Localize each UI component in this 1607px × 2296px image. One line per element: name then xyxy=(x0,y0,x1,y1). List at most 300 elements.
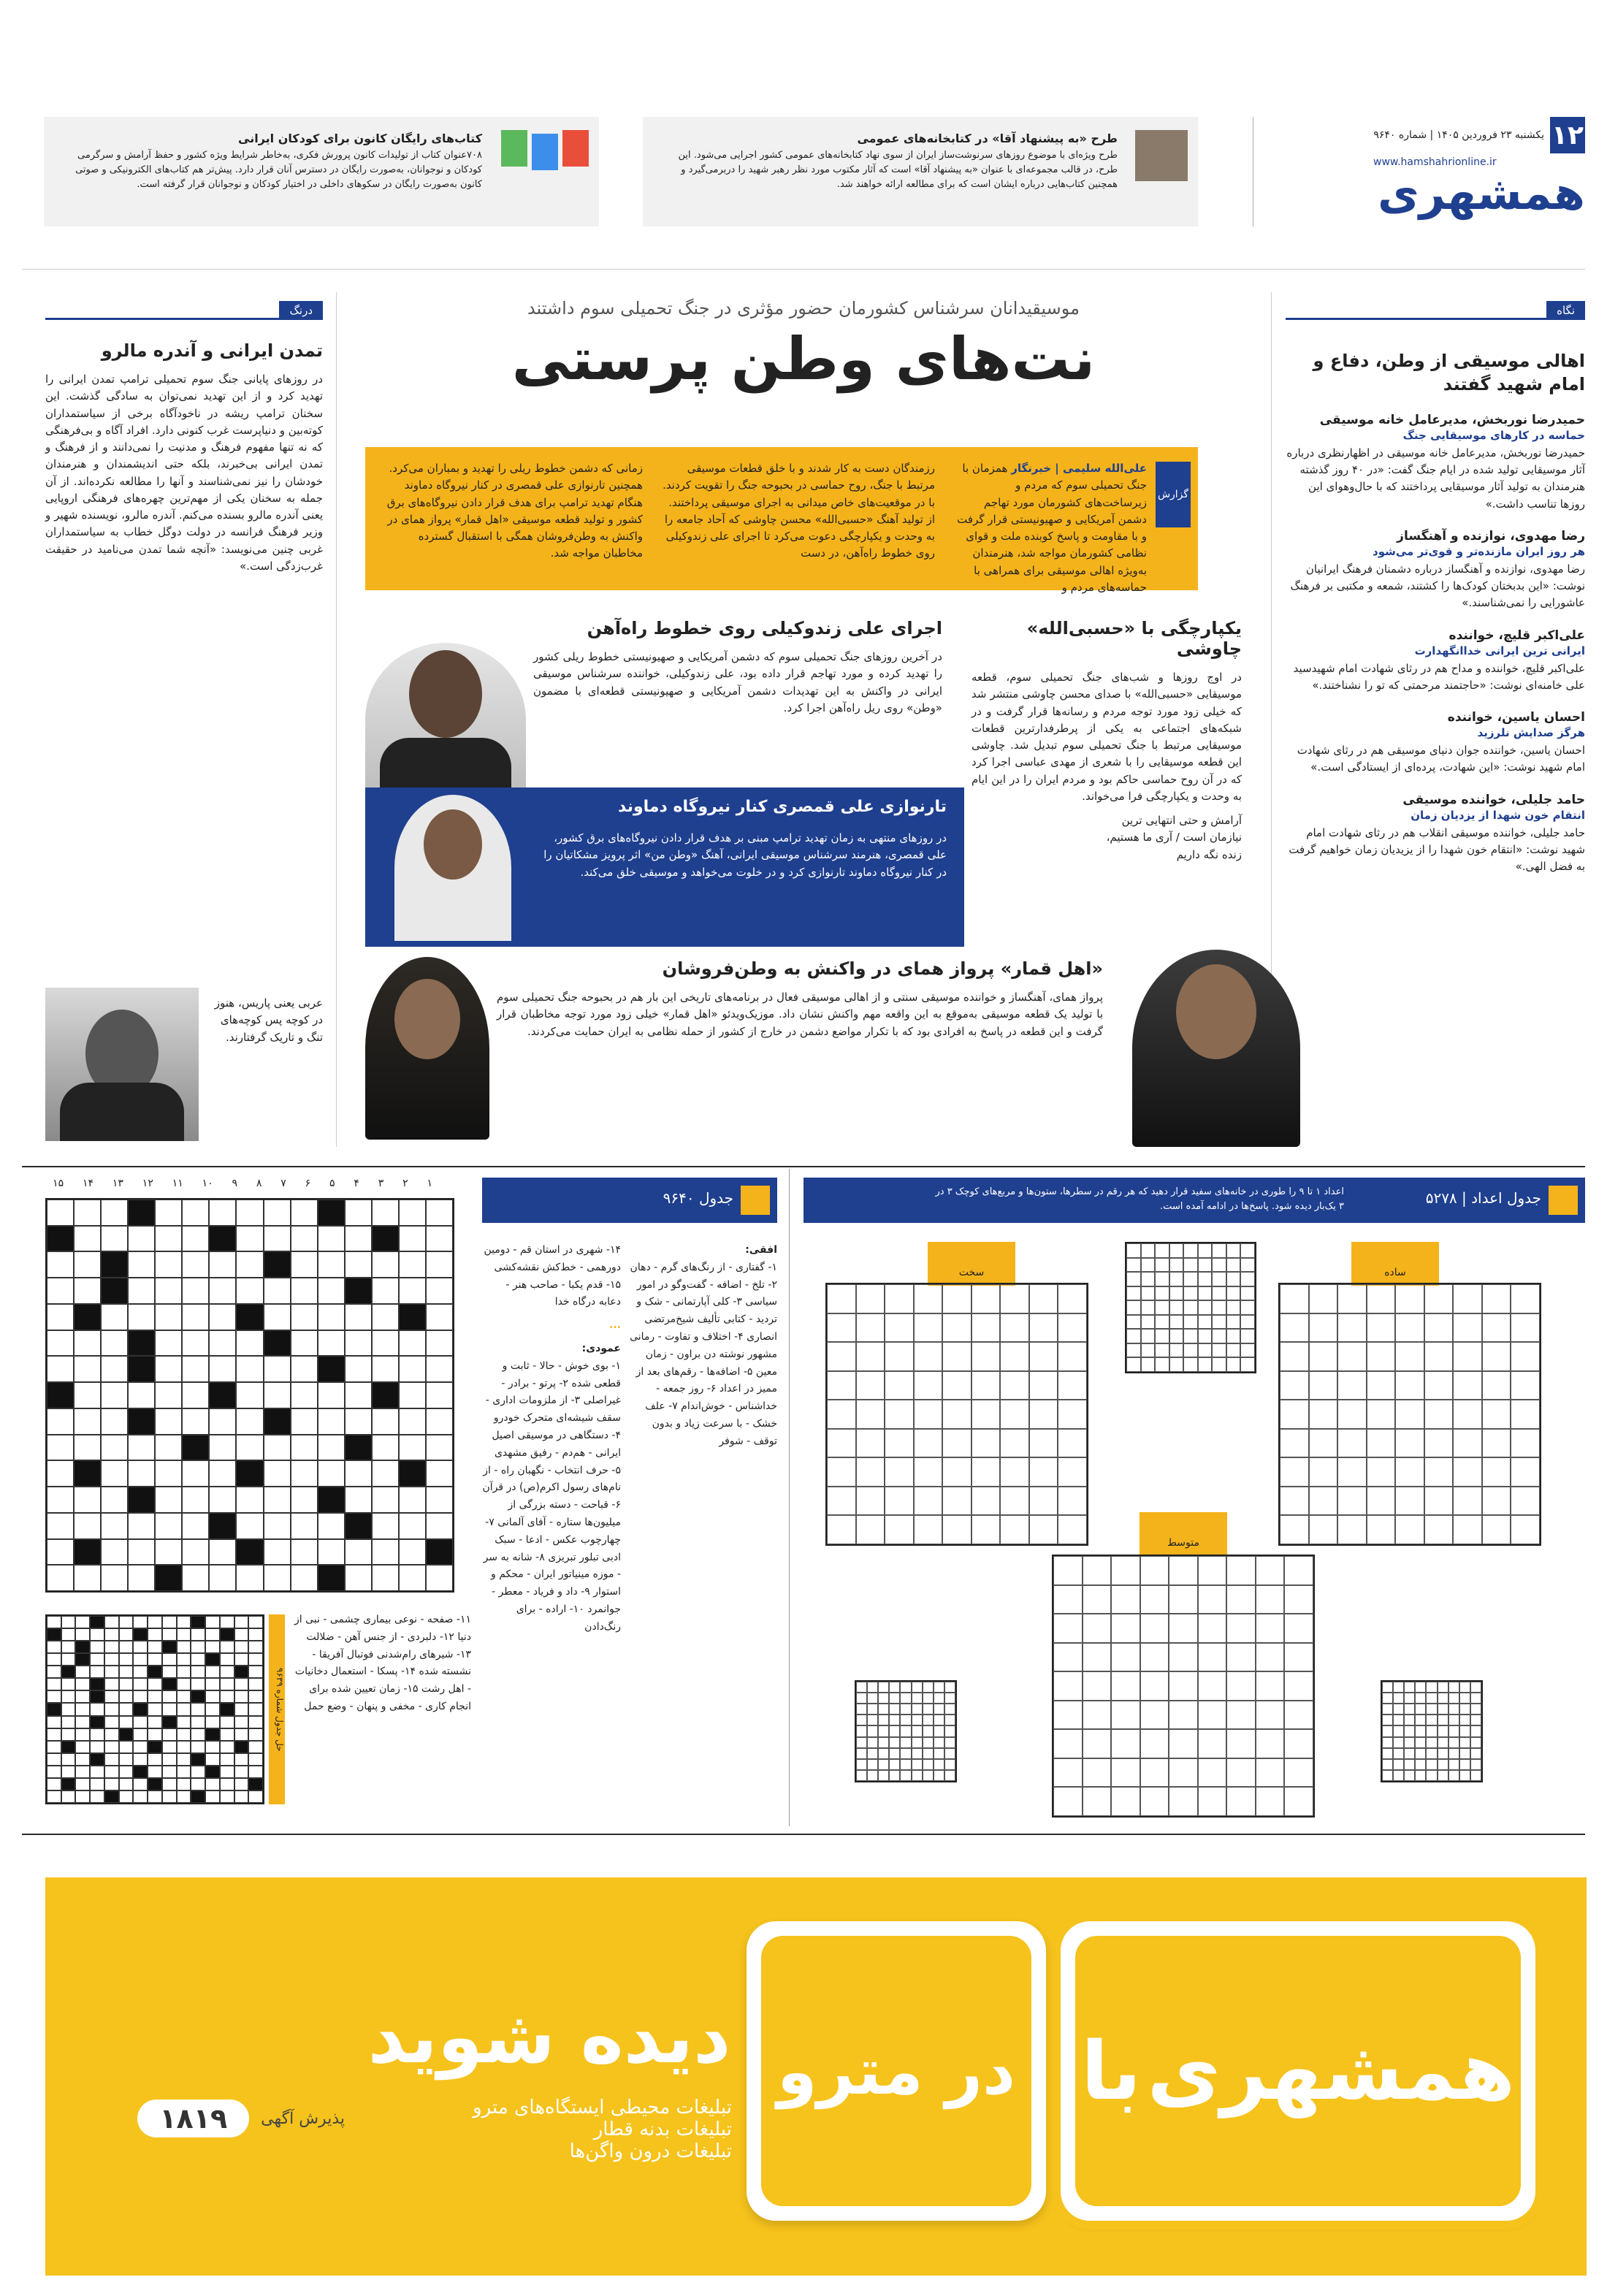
grid-cell[interactable] xyxy=(1183,1315,1198,1330)
grid-cell[interactable] xyxy=(1448,1682,1459,1693)
grid-cell[interactable] xyxy=(900,1759,911,1770)
grid-cell[interactable] xyxy=(923,1715,934,1725)
grid-cell[interactable] xyxy=(1126,1258,1141,1273)
grid-cell[interactable] xyxy=(856,1748,867,1759)
grid-cell[interactable] xyxy=(1424,1400,1454,1429)
grid-cell[interactable] xyxy=(182,1435,209,1461)
grid-cell[interactable] xyxy=(47,1628,61,1641)
grid-cell[interactable] xyxy=(1438,1693,1448,1704)
grid-cell[interactable] xyxy=(128,1435,155,1461)
grid-cell[interactable] xyxy=(191,1716,205,1728)
grid-cell[interactable] xyxy=(177,1616,191,1628)
grid-cell[interactable] xyxy=(372,1408,399,1435)
grid-cell[interactable] xyxy=(399,1565,426,1591)
grid-cell[interactable] xyxy=(914,1371,943,1400)
grid-cell[interactable] xyxy=(1226,1329,1241,1343)
grid-cell[interactable] xyxy=(220,1666,234,1678)
grid-cell[interactable] xyxy=(47,1766,61,1778)
grid-cell[interactable] xyxy=(900,1682,911,1693)
grid-cell[interactable] xyxy=(1367,1342,1396,1371)
grid-cell[interactable] xyxy=(942,1342,972,1371)
grid-cell[interactable] xyxy=(291,1200,318,1226)
grid-cell[interactable] xyxy=(1169,1243,1184,1258)
grid-cell[interactable] xyxy=(220,1741,234,1753)
grid-cell[interactable] xyxy=(162,1628,177,1641)
grid-cell[interactable] xyxy=(148,1753,162,1766)
grid-cell[interactable] xyxy=(90,1666,104,1678)
grid-cell[interactable] xyxy=(90,1766,104,1778)
grid-cell[interactable] xyxy=(1367,1313,1396,1343)
grid-cell[interactable] xyxy=(1212,1329,1226,1343)
grid-cell[interactable] xyxy=(104,1653,119,1666)
grid-cell[interactable] xyxy=(934,1770,944,1781)
grid-cell[interactable] xyxy=(426,1356,453,1382)
grid-cell[interactable] xyxy=(220,1728,234,1741)
grid-cell[interactable] xyxy=(900,1715,911,1725)
grid-cell[interactable] xyxy=(885,1515,914,1544)
grid-cell[interactable] xyxy=(1424,1429,1454,1458)
grid-cell[interactable] xyxy=(234,1790,249,1803)
grid-cell[interactable] xyxy=(234,1766,249,1778)
grid-cell[interactable] xyxy=(318,1408,345,1435)
grid-cell[interactable] xyxy=(856,1457,885,1487)
grid-cell[interactable] xyxy=(1140,1671,1169,1701)
grid-cell[interactable] xyxy=(914,1515,943,1544)
grid-cell[interactable] xyxy=(1111,1585,1140,1614)
grid-cell[interactable] xyxy=(209,1539,236,1565)
grid-cell[interactable] xyxy=(47,1741,61,1753)
grid-cell[interactable] xyxy=(912,1759,923,1770)
grid-cell[interactable] xyxy=(1280,1515,1309,1544)
grid-cell[interactable] xyxy=(47,1330,74,1357)
grid-cell[interactable] xyxy=(1169,1300,1184,1315)
grid-cell[interactable] xyxy=(885,1284,914,1313)
grid-cell[interactable] xyxy=(1000,1429,1029,1458)
grid-cell[interactable] xyxy=(234,1728,249,1741)
grid-cell[interactable] xyxy=(1453,1313,1482,1343)
grid-cell[interactable] xyxy=(426,1435,453,1461)
grid-cell[interactable] xyxy=(104,1616,119,1628)
grid-cell[interactable] xyxy=(191,1616,205,1628)
grid-cell[interactable] xyxy=(944,1704,955,1715)
grid-cell[interactable] xyxy=(155,1565,182,1591)
grid-cell[interactable] xyxy=(972,1284,1001,1313)
grid-cell[interactable] xyxy=(1382,1693,1393,1704)
grid-cell[interactable] xyxy=(155,1408,182,1435)
grid-cell[interactable] xyxy=(889,1748,900,1759)
grid-cell[interactable] xyxy=(1198,1272,1213,1286)
grid-cell[interactable] xyxy=(885,1313,914,1343)
grid-cell[interactable] xyxy=(1395,1400,1424,1429)
grid-cell[interactable] xyxy=(318,1251,345,1278)
grid-cell[interactable] xyxy=(1404,1748,1415,1759)
grid-cell[interactable] xyxy=(1470,1748,1481,1759)
grid-cell[interactable] xyxy=(426,1408,453,1435)
grid-cell[interactable] xyxy=(155,1304,182,1330)
grid-cell[interactable] xyxy=(182,1539,209,1565)
grid-cell[interactable] xyxy=(182,1460,209,1487)
grid-cell[interactable] xyxy=(291,1435,318,1461)
grid-cell[interactable] xyxy=(1511,1313,1540,1343)
grid-cell[interactable] xyxy=(1000,1515,1029,1544)
grid-cell[interactable] xyxy=(1280,1313,1309,1343)
grid-cell[interactable] xyxy=(1140,1614,1169,1643)
grid-cell[interactable] xyxy=(1169,1329,1184,1343)
grid-cell[interactable] xyxy=(1256,1585,1285,1614)
grid-cell[interactable] xyxy=(128,1200,155,1226)
grid-cell[interactable] xyxy=(1284,1556,1313,1585)
grid-cell[interactable] xyxy=(912,1770,923,1781)
grid-cell[interactable] xyxy=(61,1653,76,1666)
grid-cell[interactable] xyxy=(236,1251,263,1278)
grid-cell[interactable] xyxy=(1140,1787,1169,1816)
grid-cell[interactable] xyxy=(1426,1737,1437,1748)
grid-cell[interactable] xyxy=(923,1725,934,1736)
grid-cell[interactable] xyxy=(234,1653,249,1666)
grid-cell[interactable] xyxy=(1459,1725,1470,1736)
grid-cell[interactable] xyxy=(934,1682,944,1693)
grid-cell[interactable] xyxy=(248,1766,263,1778)
grid-cell[interactable] xyxy=(1029,1429,1058,1458)
grid-cell[interactable] xyxy=(1000,1400,1029,1429)
grid-cell[interactable] xyxy=(291,1539,318,1565)
grid-cell[interactable] xyxy=(1183,1286,1198,1301)
sudoku-medium[interactable] xyxy=(1052,1555,1315,1818)
grid-cell[interactable] xyxy=(1395,1342,1424,1371)
grid-cell[interactable] xyxy=(128,1382,155,1408)
grid-cell[interactable] xyxy=(236,1565,263,1591)
grid-cell[interactable] xyxy=(1000,1284,1029,1313)
grid-cell[interactable] xyxy=(101,1278,128,1304)
grid-cell[interactable] xyxy=(972,1457,1001,1487)
grid-cell[interactable] xyxy=(1226,1758,1256,1788)
grid-cell[interactable] xyxy=(205,1653,220,1666)
grid-cell[interactable] xyxy=(878,1770,889,1781)
grid-cell[interactable] xyxy=(74,1226,101,1252)
grid-cell[interactable] xyxy=(1459,1682,1470,1693)
grid-cell[interactable] xyxy=(1053,1787,1083,1816)
grid-cell[interactable] xyxy=(155,1278,182,1304)
grid-cell[interactable] xyxy=(104,1790,119,1803)
grid-cell[interactable] xyxy=(177,1716,191,1728)
grid-cell[interactable] xyxy=(74,1539,101,1565)
grid-cell[interactable] xyxy=(942,1284,972,1313)
grid-cell[interactable] xyxy=(1424,1457,1454,1487)
grid-cell[interactable] xyxy=(1083,1643,1112,1672)
grid-cell[interactable] xyxy=(1438,1704,1448,1715)
grid-cell[interactable] xyxy=(1453,1371,1482,1400)
grid-cell[interactable] xyxy=(182,1304,209,1330)
grid-cell[interactable] xyxy=(885,1342,914,1371)
grid-cell[interactable] xyxy=(220,1753,234,1766)
grid-cell[interactable] xyxy=(1284,1643,1313,1672)
grid-cell[interactable] xyxy=(90,1641,104,1653)
grid-cell[interactable] xyxy=(248,1728,263,1741)
grid-cell[interactable] xyxy=(291,1304,318,1330)
grid-cell[interactable] xyxy=(1240,1272,1255,1286)
grid-cell[interactable] xyxy=(944,1725,955,1736)
grid-cell[interactable] xyxy=(1393,1715,1404,1725)
grid-cell[interactable] xyxy=(1183,1243,1198,1258)
grid-cell[interactable] xyxy=(1448,1748,1459,1759)
grid-cell[interactable] xyxy=(209,1356,236,1382)
grid-cell[interactable] xyxy=(426,1200,453,1226)
grid-cell[interactable] xyxy=(318,1304,345,1330)
grid-cell[interactable] xyxy=(1198,1300,1213,1315)
grid-cell[interactable] xyxy=(399,1460,426,1487)
grid-cell[interactable] xyxy=(345,1356,372,1382)
grid-cell[interactable] xyxy=(104,1728,119,1741)
grid-cell[interactable] xyxy=(74,1200,101,1226)
grid-cell[interactable] xyxy=(1448,1725,1459,1736)
grid-cell[interactable] xyxy=(74,1330,101,1357)
grid-cell[interactable] xyxy=(345,1278,372,1304)
grid-cell[interactable] xyxy=(191,1690,205,1703)
grid-cell[interactable] xyxy=(101,1304,128,1330)
grid-cell[interactable] xyxy=(101,1487,128,1513)
grid-cell[interactable] xyxy=(1309,1429,1338,1458)
grid-cell[interactable] xyxy=(345,1226,372,1252)
grid-cell[interactable] xyxy=(234,1616,249,1628)
grid-cell[interactable] xyxy=(47,1435,74,1461)
grid-cell[interactable] xyxy=(827,1457,856,1487)
grid-cell[interactable] xyxy=(867,1725,878,1736)
grid-cell[interactable] xyxy=(372,1304,399,1330)
grid-cell[interactable] xyxy=(162,1703,177,1715)
grid-cell[interactable] xyxy=(90,1716,104,1728)
grid-cell[interactable] xyxy=(1226,1286,1241,1301)
grid-cell[interactable] xyxy=(867,1748,878,1759)
grid-cell[interactable] xyxy=(47,1356,74,1382)
grid-cell[interactable] xyxy=(1482,1429,1511,1458)
grid-cell[interactable] xyxy=(1111,1787,1140,1816)
grid-cell[interactable] xyxy=(1029,1487,1058,1516)
grid-cell[interactable] xyxy=(318,1200,345,1226)
grid-cell[interactable] xyxy=(182,1382,209,1408)
grid-cell[interactable] xyxy=(75,1641,90,1653)
teaser-library[interactable] xyxy=(643,117,1198,226)
grid-cell[interactable] xyxy=(934,1715,944,1725)
grid-cell[interactable] xyxy=(133,1790,148,1803)
grid-cell[interactable] xyxy=(1029,1400,1058,1429)
grid-cell[interactable] xyxy=(104,1716,119,1728)
grid-cell[interactable] xyxy=(234,1690,249,1703)
grid-cell[interactable] xyxy=(1453,1342,1482,1371)
grid-cell[interactable] xyxy=(47,1539,74,1565)
grid-cell[interactable] xyxy=(1448,1693,1459,1704)
grid-cell[interactable] xyxy=(234,1753,249,1766)
grid-cell[interactable] xyxy=(177,1790,191,1803)
grid-cell[interactable] xyxy=(1212,1272,1226,1286)
grid-cell[interactable] xyxy=(1382,1715,1393,1725)
grid-cell[interactable] xyxy=(318,1460,345,1487)
grid-cell[interactable] xyxy=(264,1539,291,1565)
grid-cell[interactable] xyxy=(236,1200,263,1226)
grid-cell[interactable] xyxy=(248,1690,263,1703)
grid-cell[interactable] xyxy=(889,1725,900,1736)
grid-cell[interactable] xyxy=(1240,1315,1255,1330)
grid-cell[interactable] xyxy=(236,1382,263,1408)
grid-cell[interactable] xyxy=(1438,1715,1448,1725)
grid-cell[interactable] xyxy=(1226,1701,1256,1730)
grid-cell[interactable] xyxy=(1058,1487,1087,1516)
grid-cell[interactable] xyxy=(1438,1725,1448,1736)
grid-cell[interactable] xyxy=(1309,1284,1338,1313)
grid-cell[interactable] xyxy=(942,1313,972,1343)
grid-cell[interactable] xyxy=(1126,1343,1141,1358)
grid-cell[interactable] xyxy=(1126,1357,1141,1372)
grid-cell[interactable] xyxy=(1226,1556,1256,1585)
grid-cell[interactable] xyxy=(942,1371,972,1400)
grid-cell[interactable] xyxy=(856,1704,867,1715)
grid-cell[interactable] xyxy=(942,1429,972,1458)
grid-cell[interactable] xyxy=(1029,1342,1058,1371)
grid-cell[interactable] xyxy=(104,1778,119,1790)
grid-cell[interactable] xyxy=(119,1678,134,1690)
grid-cell[interactable] xyxy=(128,1513,155,1539)
grid-cell[interactable] xyxy=(1470,1682,1481,1693)
grid-cell[interactable] xyxy=(1000,1313,1029,1343)
grid-cell[interactable] xyxy=(1438,1748,1448,1759)
grid-cell[interactable] xyxy=(1393,1737,1404,1748)
grid-cell[interactable] xyxy=(264,1513,291,1539)
grid-cell[interactable] xyxy=(923,1704,934,1715)
grid-cell[interactable] xyxy=(972,1400,1001,1429)
grid-cell[interactable] xyxy=(878,1737,889,1748)
grid-cell[interactable] xyxy=(119,1753,134,1766)
grid-cell[interactable] xyxy=(205,1766,220,1778)
grid-cell[interactable] xyxy=(205,1790,220,1803)
grid-cell[interactable] xyxy=(1053,1729,1083,1758)
grid-cell[interactable] xyxy=(47,1382,74,1408)
grid-cell[interactable] xyxy=(1083,1556,1112,1585)
grid-cell[interactable] xyxy=(148,1703,162,1715)
grid-cell[interactable] xyxy=(1470,1759,1481,1770)
grid-cell[interactable] xyxy=(220,1653,234,1666)
grid-cell[interactable] xyxy=(1226,1243,1241,1258)
grid-cell[interactable] xyxy=(1280,1429,1309,1458)
grid-cell[interactable] xyxy=(182,1408,209,1435)
grid-cell[interactable] xyxy=(205,1741,220,1753)
grid-cell[interactable] xyxy=(1155,1286,1169,1301)
grid-cell[interactable] xyxy=(61,1641,76,1653)
grid-cell[interactable] xyxy=(1511,1457,1540,1487)
grid-cell[interactable] xyxy=(345,1408,372,1435)
grid-cell[interactable] xyxy=(104,1678,119,1690)
grid-cell[interactable] xyxy=(264,1330,291,1357)
grid-cell[interactable] xyxy=(128,1565,155,1591)
grid-cell[interactable] xyxy=(47,1513,74,1539)
grid-cell[interactable] xyxy=(1393,1704,1404,1715)
grid-cell[interactable] xyxy=(162,1790,177,1803)
grid-cell[interactable] xyxy=(148,1641,162,1653)
grid-cell[interactable] xyxy=(878,1725,889,1736)
grid-cell[interactable] xyxy=(101,1435,128,1461)
grid-cell[interactable] xyxy=(1284,1758,1313,1788)
grid-cell[interactable] xyxy=(133,1678,148,1690)
grid-cell[interactable] xyxy=(885,1371,914,1400)
grid-cell[interactable] xyxy=(1382,1748,1393,1759)
grid-cell[interactable] xyxy=(104,1741,119,1753)
grid-cell[interactable] xyxy=(182,1226,209,1252)
grid-cell[interactable] xyxy=(264,1304,291,1330)
grid-cell[interactable] xyxy=(205,1666,220,1678)
grid-cell[interactable] xyxy=(1415,1770,1426,1781)
grid-cell[interactable] xyxy=(104,1690,119,1703)
grid-cell[interactable] xyxy=(133,1766,148,1778)
grid-cell[interactable] xyxy=(1083,1614,1112,1643)
grid-cell[interactable] xyxy=(912,1704,923,1715)
grid-cell[interactable] xyxy=(1240,1243,1255,1258)
grid-cell[interactable] xyxy=(1198,1671,1227,1701)
grid-cell[interactable] xyxy=(942,1487,972,1516)
grid-cell[interactable] xyxy=(1183,1300,1198,1315)
grid-cell[interactable] xyxy=(856,1737,867,1748)
grid-cell[interactable] xyxy=(182,1200,209,1226)
grid-cell[interactable] xyxy=(345,1251,372,1278)
grid-cell[interactable] xyxy=(1111,1643,1140,1672)
grid-cell[interactable] xyxy=(75,1653,90,1666)
grid-cell[interactable] xyxy=(234,1778,249,1790)
grid-cell[interactable] xyxy=(220,1628,234,1641)
grid-cell[interactable] xyxy=(426,1251,453,1278)
grid-cell[interactable] xyxy=(372,1460,399,1487)
grid-cell[interactable] xyxy=(205,1728,220,1741)
grid-cell[interactable] xyxy=(1169,1787,1198,1816)
grid-cell[interactable] xyxy=(119,1790,134,1803)
grid-cell[interactable] xyxy=(177,1766,191,1778)
grid-cell[interactable] xyxy=(889,1704,900,1715)
grid-cell[interactable] xyxy=(1155,1272,1169,1286)
grid-cell[interactable] xyxy=(318,1487,345,1513)
grid-cell[interactable] xyxy=(1438,1737,1448,1748)
grid-cell[interactable] xyxy=(1198,1701,1227,1730)
grid-cell[interactable] xyxy=(90,1778,104,1790)
grid-cell[interactable] xyxy=(885,1487,914,1516)
grid-cell[interactable] xyxy=(1126,1315,1141,1330)
grid-cell[interactable] xyxy=(191,1666,205,1678)
grid-cell[interactable] xyxy=(1470,1725,1481,1736)
grid-cell[interactable] xyxy=(47,1778,61,1790)
grid-cell[interactable] xyxy=(944,1693,955,1704)
grid-cell[interactable] xyxy=(1169,1614,1198,1643)
grid-cell[interactable] xyxy=(1337,1371,1367,1400)
grid-cell[interactable] xyxy=(1140,1585,1169,1614)
grid-cell[interactable] xyxy=(1393,1759,1404,1770)
grid-cell[interactable] xyxy=(1280,1284,1309,1313)
grid-cell[interactable] xyxy=(133,1728,148,1741)
grid-cell[interactable] xyxy=(119,1703,134,1715)
grid-cell[interactable] xyxy=(1426,1682,1437,1693)
grid-cell[interactable] xyxy=(1470,1770,1481,1781)
grid-cell[interactable] xyxy=(345,1513,372,1539)
grid-cell[interactable] xyxy=(119,1741,134,1753)
grid-cell[interactable] xyxy=(1453,1515,1482,1544)
grid-cell[interactable] xyxy=(1280,1487,1309,1516)
grid-cell[interactable] xyxy=(1058,1429,1087,1458)
grid-cell[interactable] xyxy=(345,1435,372,1461)
grid-cell[interactable] xyxy=(1226,1315,1241,1330)
grid-cell[interactable] xyxy=(914,1400,943,1429)
grid-cell[interactable] xyxy=(1426,1704,1437,1715)
grid-cell[interactable] xyxy=(75,1616,90,1628)
grid-cell[interactable] xyxy=(264,1460,291,1487)
grid-cell[interactable] xyxy=(318,1565,345,1591)
grid-cell[interactable] xyxy=(923,1770,934,1781)
grid-cell[interactable] xyxy=(889,1770,900,1781)
grid-cell[interactable] xyxy=(900,1704,911,1715)
grid-cell[interactable] xyxy=(914,1342,943,1371)
